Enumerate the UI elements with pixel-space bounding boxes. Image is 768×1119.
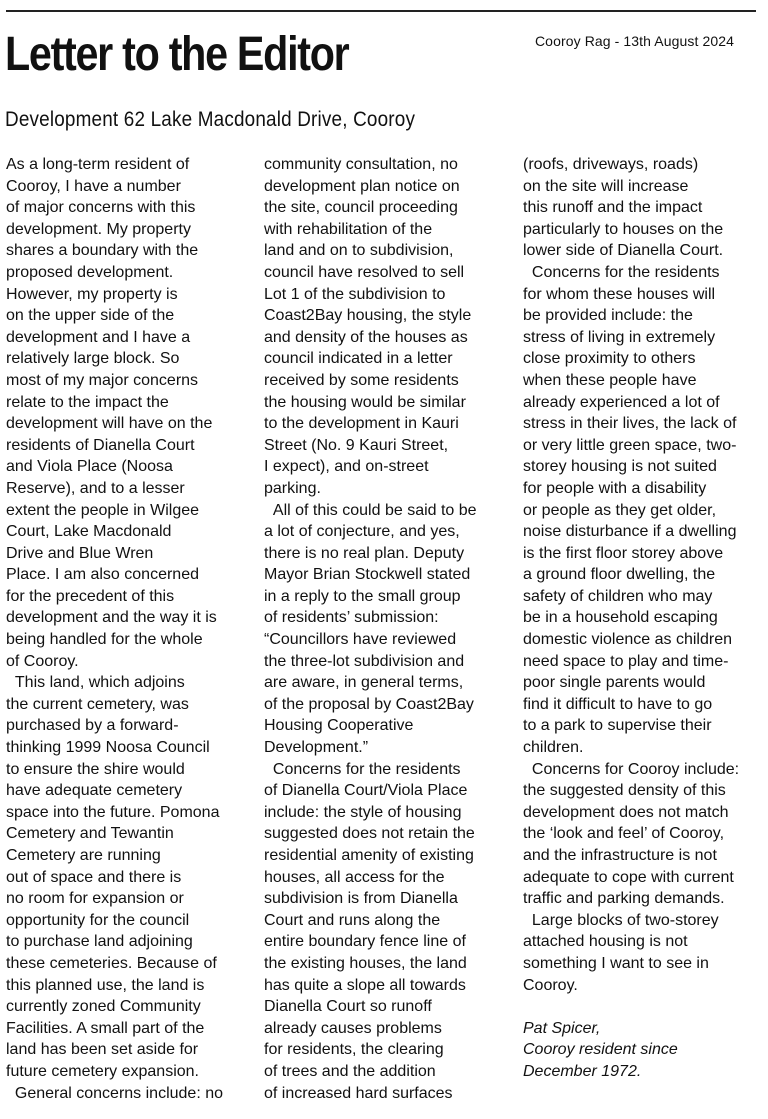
text-line: Court, Lake Macdonald xyxy=(6,523,172,541)
text-line: need space to play and time- xyxy=(523,652,729,670)
text-line: the suggested density of this xyxy=(523,782,726,800)
text-line: being handled for the whole xyxy=(6,631,203,649)
text-line: of the proposal by Coast2Bay xyxy=(264,695,474,713)
text-line: for the precedent of this xyxy=(6,587,175,605)
text-line: of increased hard surfaces xyxy=(264,1084,453,1102)
text-line: General concerns include: no xyxy=(6,1084,224,1102)
text-line: no room for expansion or xyxy=(6,890,184,908)
text-line: Concerns for the residents xyxy=(264,760,461,778)
text-line: storey housing is not suited xyxy=(523,458,717,476)
text-line: particularly to houses on the xyxy=(523,220,724,238)
text-line: council have resolved to sell xyxy=(264,263,465,281)
text-line: Mayor Brian Stockwell stated xyxy=(264,566,471,584)
text-line: Lot 1 of the subdivision to xyxy=(264,285,446,303)
text-line: of trees and the addition xyxy=(264,1062,436,1080)
text-line: close proximity to others xyxy=(523,350,696,368)
text-line: on the upper side of the xyxy=(6,307,175,325)
text-line: proposed development. xyxy=(6,263,174,281)
text-line: community consultation, no xyxy=(264,156,458,173)
text-line: Place. I am also concerned xyxy=(6,566,199,584)
letter-column-3-lines xyxy=(523,154,763,996)
text-line: Reserve), and to a lesser xyxy=(6,479,185,497)
text-line: has quite a slope all towards xyxy=(264,976,466,994)
text-line: of major concerns with this xyxy=(6,199,196,217)
text-line: residential amenity of existing xyxy=(264,847,474,864)
text-line: adequate to cope with current xyxy=(523,868,734,886)
text-line: stress in their lives, the lack of xyxy=(523,415,737,433)
text-line: residents of Dianella Court xyxy=(6,436,195,454)
text-line: council indicated in a letter xyxy=(264,350,453,368)
text-line: poor single parents would xyxy=(523,674,706,692)
text-line: However, my property is xyxy=(6,285,178,303)
text-line: This land, which adjoins xyxy=(6,674,185,692)
text-line: Concerns for the residents xyxy=(523,263,720,281)
text-line: for people with a disability xyxy=(523,479,707,497)
text-line: development does not match xyxy=(523,803,729,821)
text-line: already experienced a lot of xyxy=(523,393,720,411)
text-line: the current cemetery, was xyxy=(6,695,189,713)
text-line: find it difficult to have to go xyxy=(523,695,713,713)
text-line: development will have on the xyxy=(6,415,213,433)
text-line: houses, all access for the xyxy=(264,868,445,886)
text-line: be provided include: the xyxy=(523,307,693,325)
text-line: Cemetery and Tewantin xyxy=(6,825,174,843)
text-line: or people as they get older, xyxy=(523,501,717,519)
text-line: children. xyxy=(523,739,584,757)
text-line: Drive and Blue Wren xyxy=(6,544,154,562)
text-line: purchased by a forward- xyxy=(6,717,179,735)
text-line: Cemetery are running xyxy=(6,847,161,864)
text-line: the housing would be similar xyxy=(264,393,466,411)
letter-column-2 xyxy=(264,154,504,1104)
text-line: and the infrastructure is not xyxy=(523,847,717,864)
text-line: the ‘look and feel’ of Cooroy, xyxy=(523,825,725,843)
text-line: out of space and there is xyxy=(6,868,182,886)
text-line: Court and runs along the xyxy=(264,911,441,929)
page-title: Letter to the Editor xyxy=(5,28,349,81)
text-line: “Councillors have reviewed xyxy=(264,631,457,649)
text-line: for residents, the clearing xyxy=(264,1041,444,1059)
text-line: Dianella Court so runoff xyxy=(264,998,432,1016)
text-line: have adequate cemetery xyxy=(6,782,183,800)
letter-column-1 xyxy=(6,154,246,1104)
text-line: future cemetery expansion. xyxy=(6,1062,199,1080)
text-line: relatively large block. So xyxy=(6,350,180,368)
text-line: relate to the impact the xyxy=(6,393,169,411)
text-line: be in a household escaping xyxy=(523,609,718,627)
text-line: are aware, in general terms, xyxy=(264,674,464,692)
top-rule xyxy=(6,10,756,12)
text-line: of Dianella Court/Viola Place xyxy=(264,782,468,800)
text-line: development and the way it is xyxy=(6,609,217,627)
text-line: of Cooroy. xyxy=(6,652,79,670)
text-line: land has been set aside for xyxy=(6,1041,199,1059)
text-line: extent the people in Wilgee xyxy=(6,501,200,519)
text-line: Large blocks of two-storey xyxy=(523,911,719,929)
text-line: for whom these houses will xyxy=(523,285,716,303)
text-line: traffic and parking demands. xyxy=(523,890,725,908)
text-line: As a long-term resident of xyxy=(6,156,190,173)
text-line: I expect), and on-street xyxy=(264,458,429,476)
text-line: attached housing is not xyxy=(523,933,688,951)
text-line: stress of living in extremely xyxy=(523,328,716,346)
text-line: space into the future. Pomona xyxy=(6,803,220,821)
text-line: with rehabilitation of the xyxy=(264,220,433,238)
text-line: parking. xyxy=(264,479,321,497)
text-line: Facilities. A small part of the xyxy=(6,1019,205,1037)
text-line: Housing Cooperative xyxy=(264,717,414,735)
text-line: of residents’ submission: xyxy=(264,609,439,627)
text-line: this planned use, the land is xyxy=(6,976,205,994)
page-subtitle: Development 62 Lake Macdonald Drive, Cooroy xyxy=(5,108,416,131)
dateline: Cooroy Rag - 13th August 2024 xyxy=(534,33,734,49)
text-line: and density of the houses as xyxy=(264,328,468,346)
text-line: (roofs, driveways, roads) xyxy=(523,156,699,173)
text-line: noise disturbance if a dwelling xyxy=(523,523,737,541)
text-line: currently zoned Community xyxy=(6,998,201,1016)
letter-column-3 xyxy=(523,154,763,1083)
text-line: thinking 1999 Noosa Council xyxy=(6,739,210,757)
text-line: to purchase land adjoining xyxy=(6,933,193,951)
signature-name: Pat Spicer, xyxy=(523,1019,601,1037)
text-line: Coast2Bay housing, the style xyxy=(264,307,472,325)
text-line: the three-lot subdivision and xyxy=(264,652,465,670)
text-line: to a park to supervise their xyxy=(523,717,712,735)
text-line: shares a boundary with the xyxy=(6,242,199,260)
signature-line-1: Cooroy resident since xyxy=(523,1041,678,1059)
text-line: a ground floor dwelling, the xyxy=(523,566,716,584)
text-line: Concerns for Cooroy include: xyxy=(523,760,740,778)
text-line: the site, council proceeding xyxy=(264,199,458,217)
text-line: a lot of conjecture, and yes, xyxy=(264,523,460,541)
text-line: land and on to subdivision, xyxy=(264,242,454,260)
text-line: Cooroy, I have a number xyxy=(6,177,181,195)
text-line: suggested does not retain the xyxy=(264,825,475,843)
text-line: development. My property xyxy=(6,220,191,238)
text-line: and Viola Place (Noosa xyxy=(6,458,173,476)
text-line: safety of children who may xyxy=(523,587,713,605)
text-line: when these people have xyxy=(523,371,697,389)
text-line: is the first floor storey above xyxy=(523,544,724,562)
text-line: to the development in Kauri xyxy=(264,415,459,433)
text-line: Development.” xyxy=(264,739,369,757)
text-line: received by some residents xyxy=(264,371,459,389)
text-line: these cemeteries. Because of xyxy=(6,954,217,972)
text-line: this runoff and the impact xyxy=(523,199,703,217)
text-line: lower side of Dianella Court. xyxy=(523,242,724,260)
text-line: Street (No. 9 Kauri Street, xyxy=(264,436,449,454)
text-line: include: the style of housing xyxy=(264,803,462,821)
text-line: All of this could be said to be xyxy=(264,501,477,519)
text-line: Cooroy. xyxy=(523,976,578,994)
text-line: entire boundary fence line of xyxy=(264,933,466,951)
text-line: something I want to see in xyxy=(523,954,709,972)
text-line: to ensure the shire would xyxy=(6,760,185,778)
text-line: domestic violence as children xyxy=(523,631,732,649)
text-line: opportunity for the council xyxy=(6,911,190,929)
text-line: there is no real plan. Deputy xyxy=(264,544,465,562)
text-line: already causes problems xyxy=(264,1019,442,1037)
signature-spacer xyxy=(523,996,763,1018)
text-line: or very little green space, two- xyxy=(523,436,737,454)
text-line: in a reply to the small group xyxy=(264,587,461,605)
text-line: subdivision is from Dianella xyxy=(264,890,458,908)
text-line: development and I have a xyxy=(6,328,191,346)
text-line: development plan notice on xyxy=(264,177,460,195)
signature-line-2: December 1972. xyxy=(523,1062,642,1080)
text-line: most of my major concerns xyxy=(6,371,199,389)
text-line: on the site will increase xyxy=(523,177,689,195)
text-line: the existing houses, the land xyxy=(264,954,467,972)
